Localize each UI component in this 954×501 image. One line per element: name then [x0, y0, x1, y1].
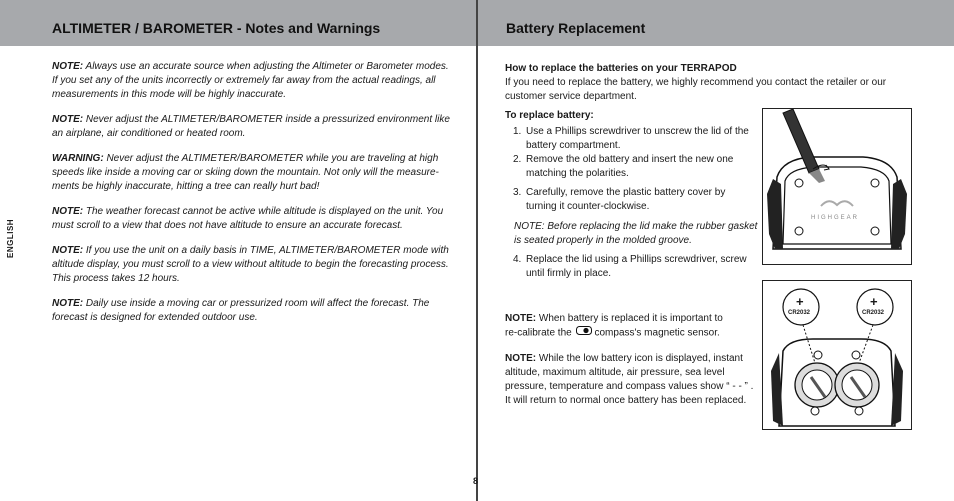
- note-paragraph: [52, 244, 452, 286]
- right-header-title: Battery Replacement: [506, 20, 646, 36]
- left-header-bar: [0, 0, 476, 46]
- note-text: The weather forecast cannot be active while altitude is displayed on the unit. You must scroll to a view that does not have altitude to ensure an accurate forecast.: [52, 206, 444, 231]
- how-to-title: How to replace the batteries on your TERRAPOD: [505, 63, 737, 74]
- step-number: 2.: [513, 154, 522, 165]
- step-note: NOTE: Before replacing the lid make the rubber gasket is seated properly in the molded groove.: [514, 221, 758, 246]
- note-label: NOTE:: [505, 353, 537, 364]
- compass-icon: [576, 326, 592, 340]
- note-label: NOTE:: [52, 206, 84, 217]
- warning-text: Never adjust the ALTIMETER/BAROMETER while you are traveling at high speeds like inside a moving car or skiing down the mountain. Not only will the measure-ments be highly inaccurate, hitting a tree can really hurt bad!: [52, 153, 439, 192]
- warning-label: WARNING:: [52, 153, 104, 164]
- step-text: Remove the old battery and insert the new one matching the polarities.: [526, 154, 734, 179]
- brand-logo-text: HIGHGEAR: [811, 215, 860, 221]
- steps-list: [505, 125, 757, 214]
- low-battery-note: [505, 352, 755, 408]
- step-number: 3.: [513, 187, 522, 198]
- note-label: NOTE:: [505, 313, 537, 324]
- battery-label-left: CR2032: [788, 310, 811, 316]
- left-header-title: ALTIMETER / BAROMETER - Notes and Warnings: [52, 20, 381, 36]
- step-item: [505, 253, 757, 281]
- calibration-note: [505, 312, 737, 341]
- language-side-label: ENGLISH: [6, 218, 15, 258]
- how-to-text: If you need to replace the battery, we highly recommend you contact the retailer or our customer service department.: [505, 77, 887, 102]
- steps-list-continued: [505, 253, 757, 281]
- note-paragraph: [52, 60, 452, 102]
- battery-label-right: CR2032: [862, 310, 885, 316]
- note-paragraph: [52, 297, 452, 325]
- step-text: Use a Phillips screwdriver to unscrew the lid of the battery compartment.: [526, 126, 749, 151]
- note-text: While the low battery icon is displayed, instant altitude, maximum altitude, air pressure, sea level pressure, temperature and compass values show “ - - ” . It will return to normal once battery has been replaced.: [505, 353, 754, 406]
- note-text: Never adjust the ALTIMETER/BAROMETER inside a pressurized environment like an airplane, air conditioned or heated room.: [52, 114, 450, 139]
- note-paragraph: [52, 113, 452, 141]
- warning-paragraph: [52, 152, 452, 194]
- step-item: [505, 153, 757, 181]
- page-number: 8: [473, 476, 479, 486]
- note-text: Always use an accurate source when adjusting the Altimeter or Barometer modes. If you set any of the units incorrectly or extremely far away from the actual readings, all measurements in this mode will be highly inaccurate.: [52, 61, 449, 100]
- notes-column: [52, 60, 452, 336]
- note-label: NOTE:: [52, 114, 84, 125]
- page-divider: [476, 0, 478, 501]
- note-label: NOTE:: [52, 61, 84, 72]
- note-text: compass's magnetic sensor.: [594, 327, 720, 339]
- plus-polarity-icon: +: [870, 294, 878, 309]
- note-text: If you use the unit on a daily basis in TIME, ALTIMETER/BAROMETER mode with altitude display, you must scroll to a view without altitude to begin the forecasting process. This process takes 12 hours.: [52, 245, 449, 284]
- note-label: NOTE:: [52, 245, 84, 256]
- note-text: When battery is replaced it is important to re-calibrate the: [505, 313, 723, 339]
- right-header-bar: [478, 0, 954, 46]
- step-text: Replace the lid using a Phillips screwdriver, screw until firmly in place.: [526, 254, 747, 279]
- device-back-drawing: [763, 109, 911, 264]
- step-text: Carefully, remove the plastic battery cover by turning it counter-clockwise.: [526, 187, 726, 212]
- screwdriver-illustration: [762, 108, 912, 265]
- battery-compartment-drawing: [763, 281, 911, 429]
- step-number: 1.: [513, 126, 522, 137]
- step-number: 4.: [513, 254, 522, 265]
- plus-polarity-icon: +: [796, 294, 804, 309]
- step-item: [505, 186, 757, 214]
- note-text: Daily use inside a moving car or pressurized room will affect the forecast. The forecast is designed for extended outdoor use.: [52, 298, 430, 323]
- battery-compartment-illustration: [762, 280, 912, 430]
- note-label: NOTE:: [52, 298, 84, 309]
- note-paragraph: [52, 205, 452, 233]
- to-replace-title: To replace battery:: [505, 110, 594, 121]
- step-item: [505, 125, 757, 153]
